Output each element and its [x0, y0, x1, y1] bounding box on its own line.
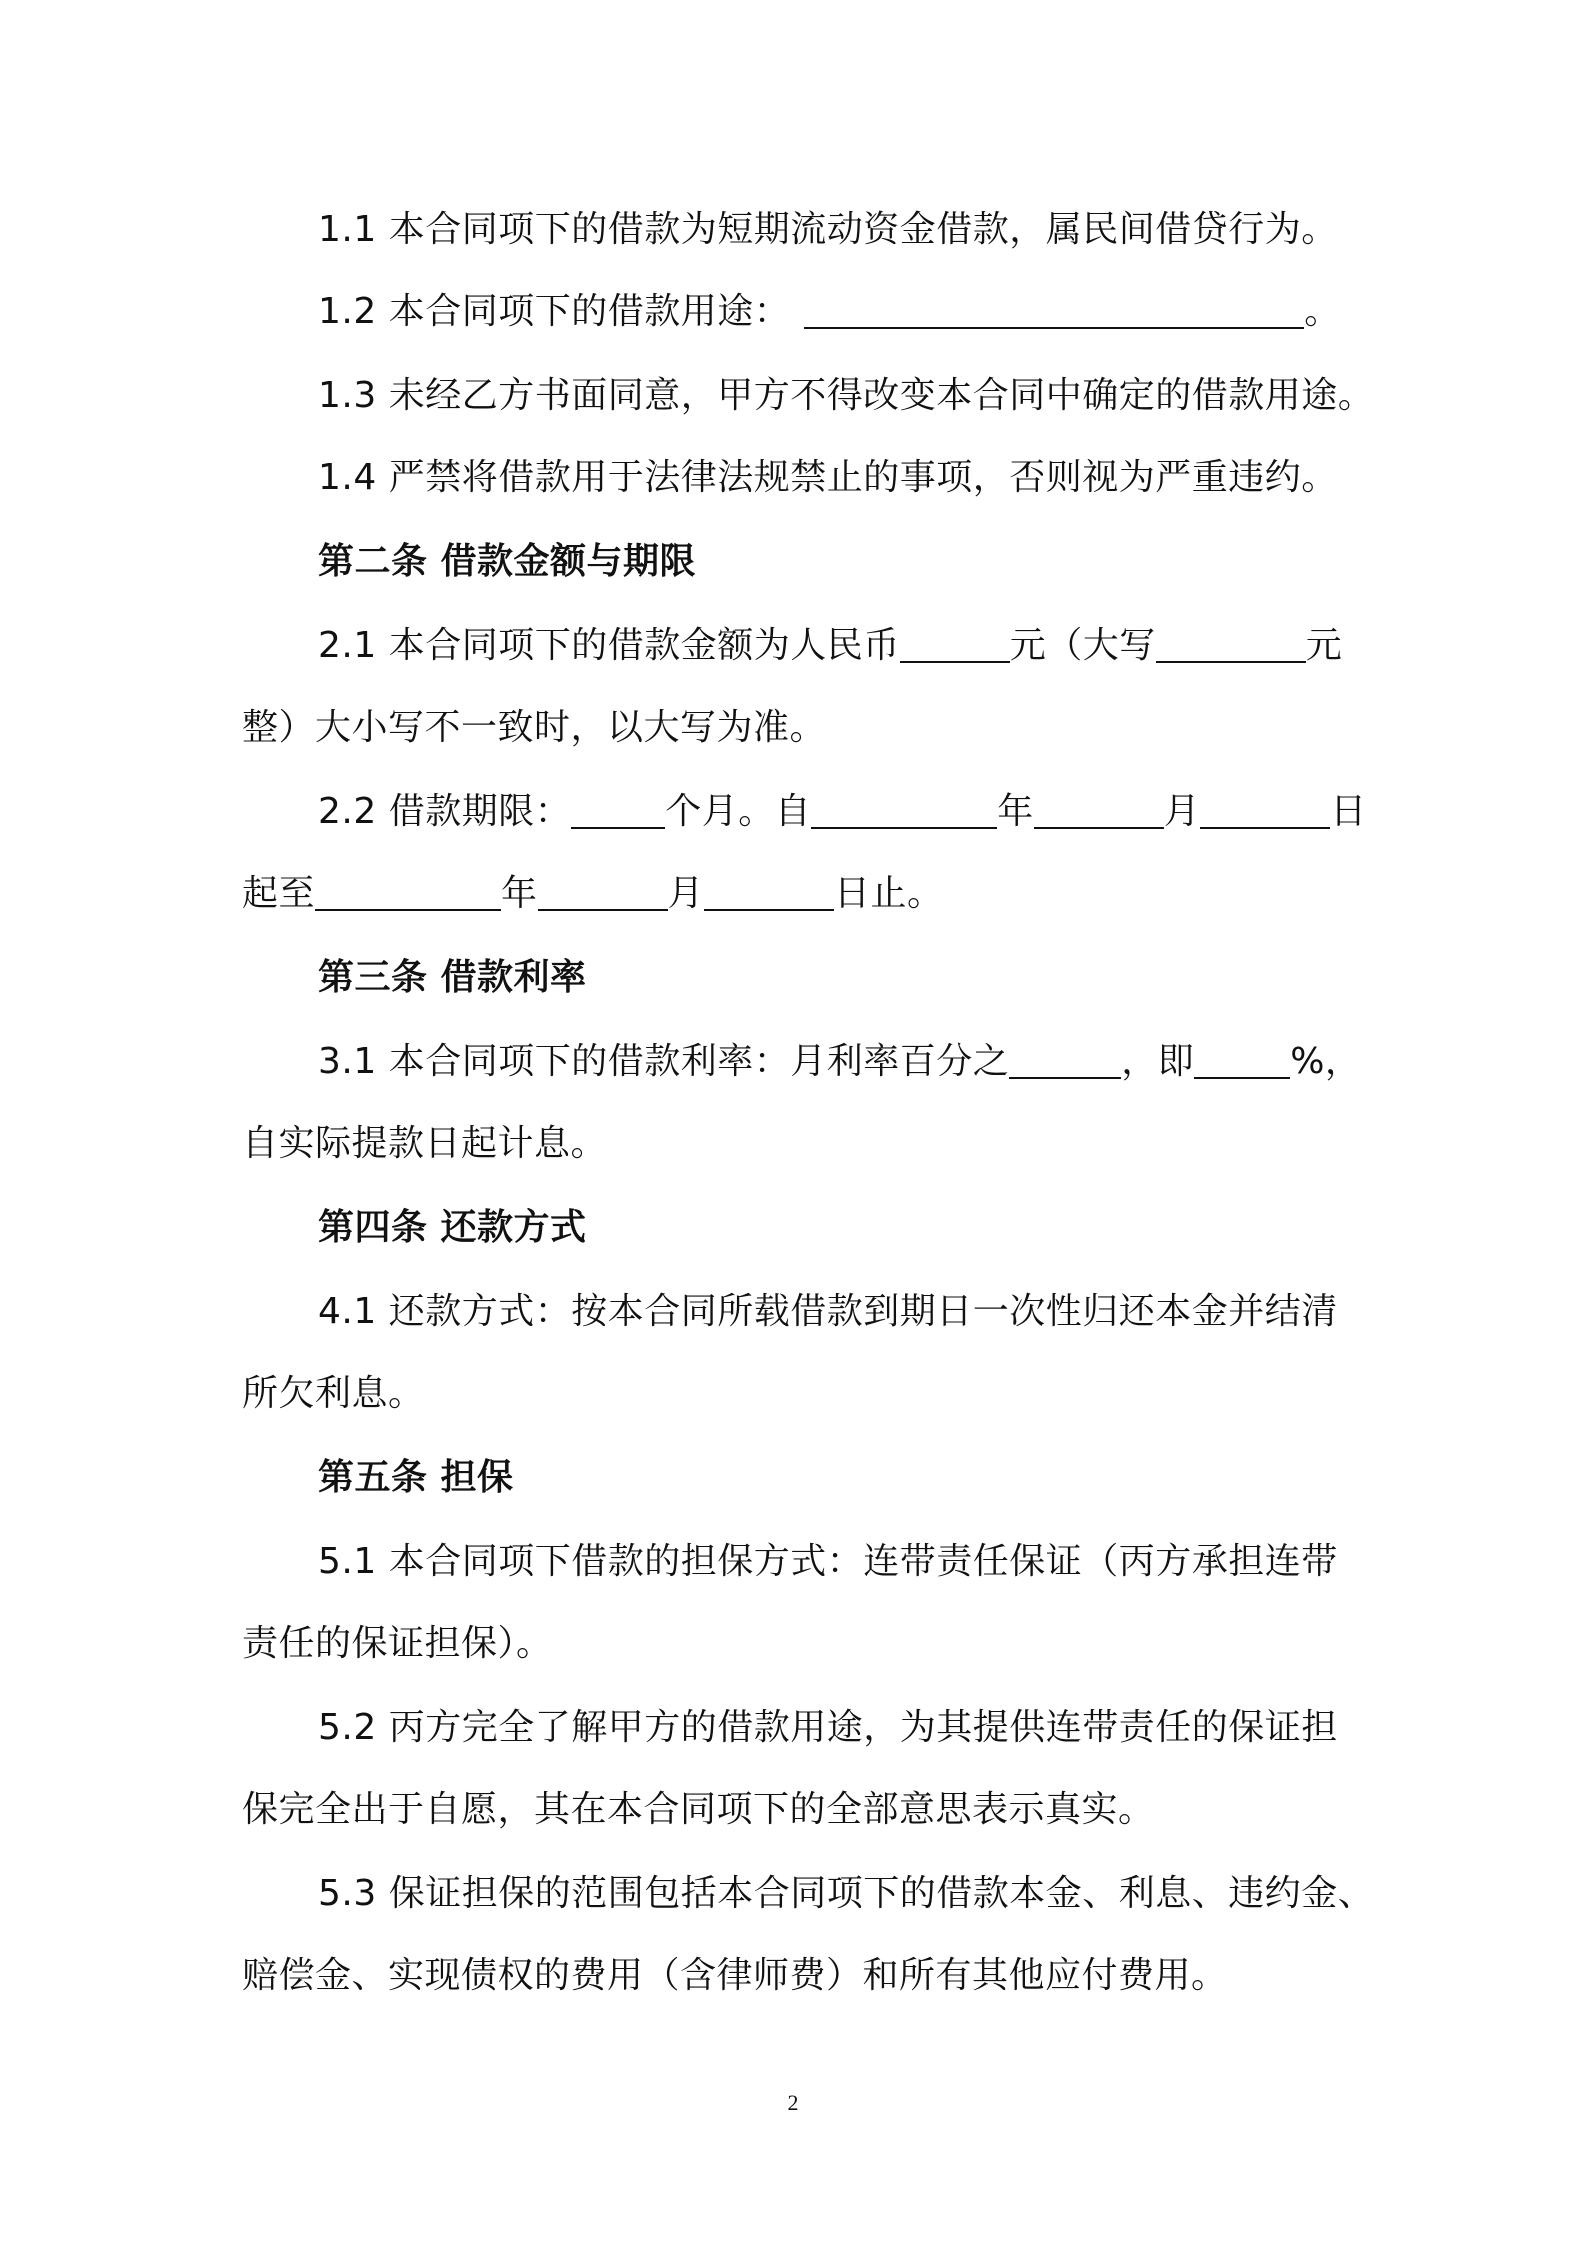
end-month-blank[interactable] [538, 873, 668, 911]
clause-2-1-text-b: 元（大写 [1009, 625, 1156, 666]
clause-2-2-text-c: 年 [997, 791, 1034, 832]
page-number: 2 [787, 2090, 799, 2115]
clause-3-1-continued: 自实际提款日起计息。 [242, 1123, 608, 1164]
purpose-blank[interactable] [804, 291, 1304, 329]
clause-1-4: 1.4 严禁将借款用于法律法规禁止的事项，否则视为严重违约。 [318, 457, 1338, 498]
rate-percent-blank[interactable] [1194, 1041, 1290, 1079]
clause-1-3: 1.3 未经乙方书面同意，甲方不得改变本合同中确定的借款用途。 [318, 375, 1375, 416]
amount-uppercase-blank[interactable] [1156, 625, 1306, 663]
clause-5-1-continued: 责任的保证担保）。 [242, 1623, 553, 1664]
clause-1-1: 1.1 本合同项下的借款为短期流动资金借款，属民间借贷行为。 [318, 209, 1338, 250]
article-3-heading: 第三条 借款利率 [318, 957, 587, 998]
start-month-blank[interactable] [1034, 791, 1164, 829]
clause-5-3: 5.3 保证担保的范围包括本合同项下的借款本金、利息、违约金、 [318, 1873, 1375, 1914]
clause-3-1-text-b: ，即 [1121, 1041, 1195, 1082]
article-4-heading: 第四条 还款方式 [318, 1207, 587, 1248]
end-year-blank[interactable] [315, 873, 501, 911]
clause-3-1-text-c: %， [1290, 1041, 1362, 1082]
clause-3-1 [318, 1040, 1361, 1084]
clause-2-2-cont-text-d: 日止。 [834, 873, 944, 914]
clause-2-2-cont-text-a: 起至 [242, 873, 316, 914]
clause-2-2-text-d: 月 [1163, 791, 1201, 832]
clause-2-1-text-a: 2.1 本合同项下的借款金额为人民币 [318, 625, 900, 666]
end-day-blank[interactable] [704, 873, 834, 911]
clause-5-3-continued: 赔偿金、实现债权的费用（含律师费）和所有其他应付费用。 [242, 1955, 1228, 1996]
start-day-blank[interactable] [1200, 791, 1330, 829]
clause-3-1-text-a: 3.1 本合同项下的借款利率：月利率百分之 [318, 1041, 1010, 1082]
clause-2-2-text-a: 2.2 借款期限： [318, 791, 572, 832]
clause-5-1: 5.1 本合同项下借款的担保方式：连带责任保证（丙方承担连带 [318, 1541, 1338, 1582]
clause-1-2-text: 1.2 本合同项下的借款用途： [318, 291, 791, 332]
clause-2-2-continued [242, 872, 944, 916]
clause-1-2-end: 。 [1304, 291, 1341, 332]
clause-1-2 [318, 290, 1341, 334]
clause-2-1 [318, 624, 1342, 668]
clause-5-2: 5.2 丙方完全了解甲方的借款用途，为其提供连带责任的保证担 [318, 1707, 1338, 1748]
article-5-heading: 第五条 担保 [318, 1457, 514, 1498]
clause-4-1: 4.1 还款方式：按本合同所载借款到期日一次性归还本金并结清 [318, 1291, 1338, 1332]
clause-2-2-cont-text-b: 年 [501, 873, 538, 914]
clause-4-1-continued: 所欠利息。 [242, 1373, 425, 1414]
clause-2-2 [318, 790, 1367, 834]
clause-2-2-cont-text-c: 月 [667, 873, 705, 914]
start-year-blank[interactable] [811, 791, 997, 829]
term-months-blank[interactable] [571, 791, 665, 829]
clause-2-2-text-b: 个月。自 [665, 791, 812, 832]
clause-2-1-continued: 整）大小写不一致时，以大写为准。 [242, 707, 827, 748]
clause-2-1-text-c: 元 [1305, 625, 1343, 666]
article-2-heading: 第二条 借款金额与期限 [318, 541, 697, 582]
amount-blank[interactable] [900, 625, 1010, 663]
clause-2-2-text-e: 日 [1330, 791, 1367, 832]
monthly-rate-blank[interactable] [1009, 1041, 1121, 1079]
clause-5-2-continued: 保完全出于自愿，其在本合同项下的全部意思表示真实。 [242, 1789, 1155, 1830]
